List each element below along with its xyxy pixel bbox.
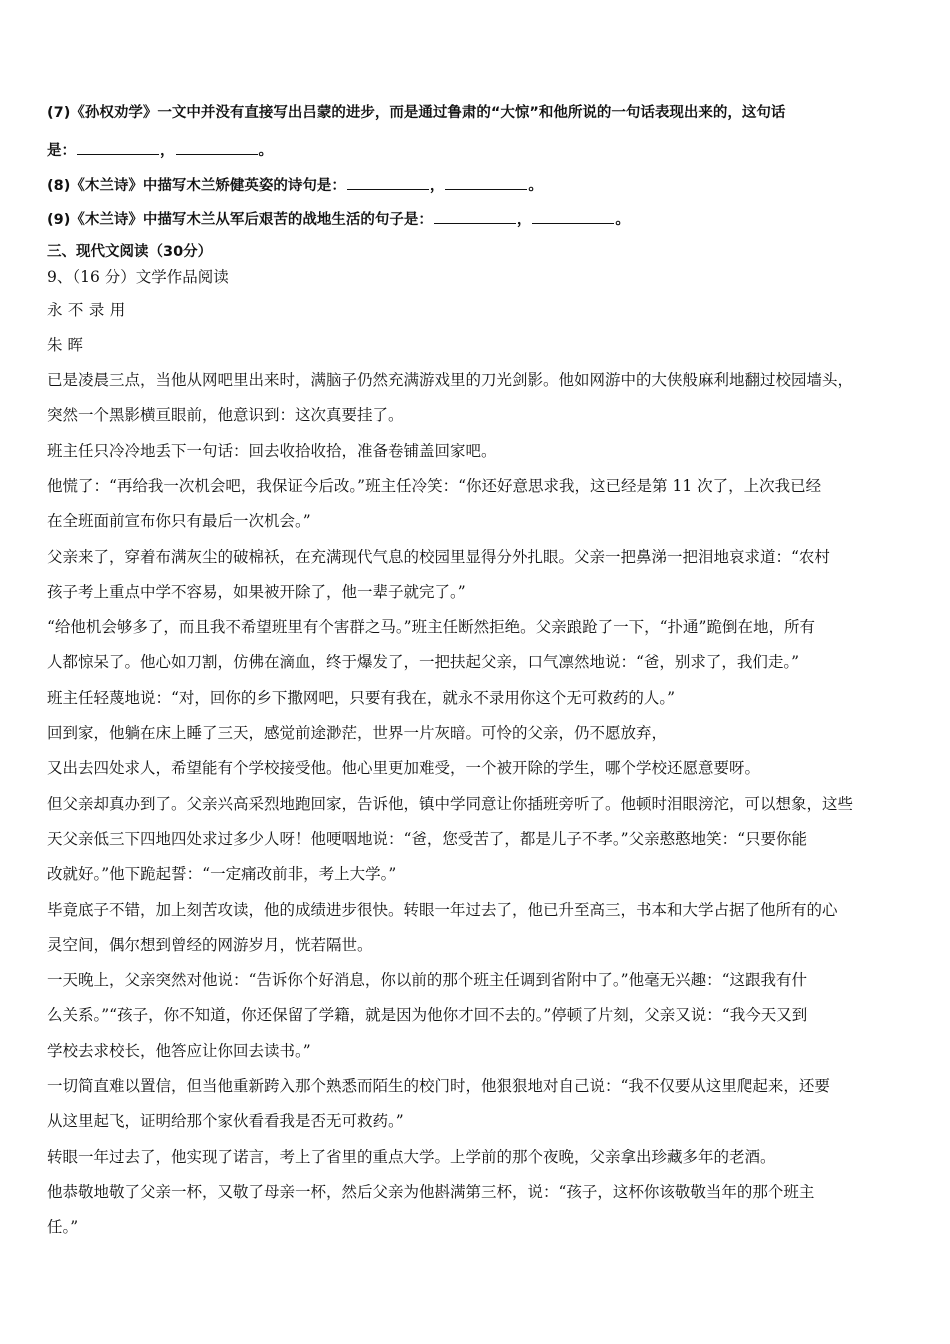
story-line: 转眼一年过去了，他实现了诺言，考上了省里的重点大学。上学前的那个夜晚，父亲拿出珍藏多年的老酒。 bbox=[47, 1147, 776, 1166]
story-line: 他恭敬地敬了父亲一杯，又敬了母亲一杯，然后父亲为他斟满第三杯，说：“孩子，这杯你该敬敬当年的那个班主 bbox=[47, 1182, 815, 1201]
story-line: 孩子考上重点中学不容易，如果被开除了，他一辈子就完了。” bbox=[47, 582, 466, 601]
answer-blank[interactable] bbox=[347, 176, 429, 190]
story-line: 一天晚上，父亲突然对他说：“告诉你个好消息，你以前的那个班主任调到省附中了。”他毫无兴趣：“这跟我有什 bbox=[47, 971, 808, 990]
story-line: 突然一个黑影横亘眼前，他意识到：这次真要挂了。 bbox=[47, 406, 404, 425]
story-line: 父亲来了，穿着布满灰尘的破棉袄，在充满现代气息的校园里显得分外扎眼。父亲一把鼻涕一把泪地哀求道：“农村 bbox=[47, 547, 830, 566]
story-line: 改就好。”他下跪起誓：“一定痛改前非，考上大学。” bbox=[47, 865, 397, 884]
story-line: 他慌了：“再给我一次机会吧，我保证今后改。”班主任冷笑：“你还好意思求我，这已经是第 11 次了，上次我已经 bbox=[47, 476, 822, 495]
question-7-line-2 bbox=[47, 141, 273, 161]
period: 。 bbox=[528, 178, 543, 194]
separator: ， bbox=[516, 212, 532, 228]
answer-blank[interactable] bbox=[445, 176, 527, 190]
answer-blank[interactable] bbox=[434, 210, 516, 224]
story-line: 又出去四处求人，希望能有个学校接受他。他心里更加难受，一个被开除的学生，哪个学校还愿意要呀。 bbox=[47, 759, 761, 778]
story-line: 但父亲却真办到了。父亲兴高采烈地跑回家，告诉他，镇中学同意让你插班旁听了。他顿时泪眼滂沱，可以想象，这些 bbox=[47, 794, 854, 813]
story-line: 天父亲低三下四地四处求过多少人呀！他哽咽地说：“爸，您受苦了，都是儿子不孝。”父亲憨憨地笑：“只要你能 bbox=[47, 829, 808, 848]
story-title: 永不录用 bbox=[47, 301, 131, 319]
separator: ， bbox=[160, 143, 175, 159]
answer-blank[interactable] bbox=[176, 141, 258, 155]
section-subheading: 9、（16 分）文学作品阅读 bbox=[47, 268, 229, 286]
story-line: 一切简直难以置信，但当他重新跨入那个熟悉而陌生的校门时，他狠狠地对自己说：“我不仅要从这里爬起来，还要 bbox=[47, 1077, 830, 1095]
story-line: 回到家，他躺在床上睡了三天，感觉前途渺茫，世界一片灰暗。可怜的父亲，仍不愿放弃， bbox=[47, 724, 668, 742]
period: 。 bbox=[258, 143, 273, 159]
section-heading: 三、现代文阅读（30分） bbox=[47, 244, 213, 260]
story-line: 班主任轻蔑地说：“对，回你的乡下撒网吧，只要有我在，就永不录用你这个无可救药的人。” bbox=[47, 688, 676, 707]
story-line: 灵空间，偶尔想到曾经的网游岁月，恍若隔世。 bbox=[47, 935, 373, 954]
story-line: 在全班面前宣布你只有最后一次机会。” bbox=[47, 512, 311, 531]
story-line: 人都惊呆了。他心如刀割，仿佛在滴血，终于爆发了，一把扶起父亲，口气凛然地说：“爸，别求了，我们走。” bbox=[47, 653, 800, 672]
story-line: 班主任只冷冷地丢下一句话：回去收拾收拾，准备卷铺盖回家吧。 bbox=[47, 441, 497, 460]
question-9 bbox=[47, 210, 630, 230]
answer-blank[interactable] bbox=[532, 210, 614, 224]
story-line: 学校去求校长，他答应让你回去读书。” bbox=[47, 1041, 311, 1060]
story-line: 毕竟底子不错，加上刻苦攻读，他的成绩进步很快。转眼一年过去了，他已升至高三，书本和大学占据了他所有的心 bbox=[47, 900, 838, 919]
question-7-line-1: (7)《孙权劝学》一文中并没有直接写出吕蒙的进步，而是通过鲁肃的“大惊”和他所说的一句话表现出来的，这句话 bbox=[47, 105, 786, 121]
question-8 bbox=[47, 176, 543, 196]
story-line: 从这里起飞，证明给那个家伙看看我是否无可救药。” bbox=[47, 1112, 404, 1131]
story-line: 么关系。”“孩子，你不知道，你还保留了学籍，就是因为他你才回不去的。”停顿了片刻，父亲又说：“我今天又到 bbox=[47, 1006, 808, 1025]
story-line: 任。” bbox=[47, 1218, 79, 1237]
story-author: 朱 晖 bbox=[47, 336, 83, 354]
question-9-prefix: (9)《木兰诗》中描写木兰从军后艰苦的战地生活的句子是： bbox=[47, 212, 433, 228]
question-7-prefix: 是： bbox=[47, 143, 76, 159]
story-line: “给他机会够多了，而且我不希望班里有个害群之马。”班主任断然拒绝。父亲踉跄了一下，“扑通”跪倒在地，所有 bbox=[47, 618, 815, 637]
separator: ， bbox=[429, 178, 445, 194]
question-8-prefix: (8)《木兰诗》中描写木兰矫健英姿的诗句是： bbox=[47, 178, 346, 194]
story-line: 已是凌晨三点，当他从网吧里出来时，满脑子仍然充满游戏里的刀光剑影。他如网游中的大侠般麻利地翻过校园墙头， bbox=[47, 371, 854, 389]
answer-blank[interactable] bbox=[77, 141, 159, 155]
period: 。 bbox=[615, 212, 630, 228]
